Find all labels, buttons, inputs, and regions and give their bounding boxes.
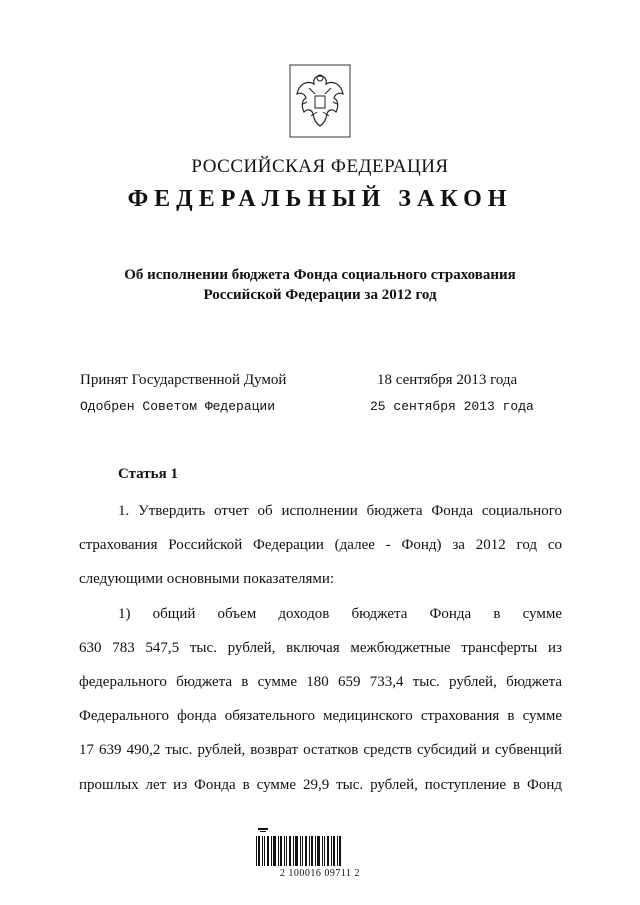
- council-approval-date: 25 сентября 2013 года: [370, 399, 534, 414]
- coat-of-arms-icon: [289, 64, 351, 138]
- council-approval-label: Одобрен Советом Федерации: [80, 399, 276, 414]
- country-heading: РОССИЙСКАЯ ФЕДЕРАЦИЯ: [191, 156, 449, 177]
- duma-adoption-date: 18 сентября 2013 года: [377, 372, 518, 388]
- body-line: Федерального фонда обязательного медицинского страхования в сумме: [79, 708, 562, 725]
- law-title-line-2: Российской Федерации за 2012 год: [203, 287, 437, 303]
- body-line: 1. Утвердить отчет об исполнении бюджета Фонда социального: [118, 503, 562, 519]
- body-line: федерального бюджета в сумме 180 659 733,4 тыс. рублей, бюджета: [79, 673, 562, 690]
- barcode-icon: [254, 826, 344, 866]
- body-line: следующими основными показателями:: [79, 571, 335, 588]
- law-title-line-1: Об исполнении бюджета Фонда социального страхования: [124, 267, 516, 283]
- body-line: прошлых лет из Фонда в сумме 29,9 тыс. рублей, поступление в Фонд: [79, 776, 562, 793]
- body-line: 17 639 490,2 тыс. рублей, возврат остатков средств субсидий и субвенций: [79, 742, 562, 759]
- body-line: страхования Российской Федерации (далее - Фонд) за 2012 год со: [79, 537, 562, 554]
- body-line: 1) общий объем доходов бюджета Фонда в сумме: [118, 605, 562, 622]
- body-line: 630 783 547,5 тыс. рублей, включая межбюджетные трансферты из: [79, 639, 562, 656]
- barcode-number: 2 100016 09711 2: [279, 868, 361, 879]
- duma-adoption-label: Принят Государственной Думой: [80, 372, 287, 388]
- article-body: [79, 494, 562, 802]
- law-type-heading: ФЕДЕРАЛЬНЫЙ ЗАКОН: [127, 186, 513, 212]
- law-title: [0, 265, 640, 305]
- article-heading: Статья 1: [118, 466, 178, 482]
